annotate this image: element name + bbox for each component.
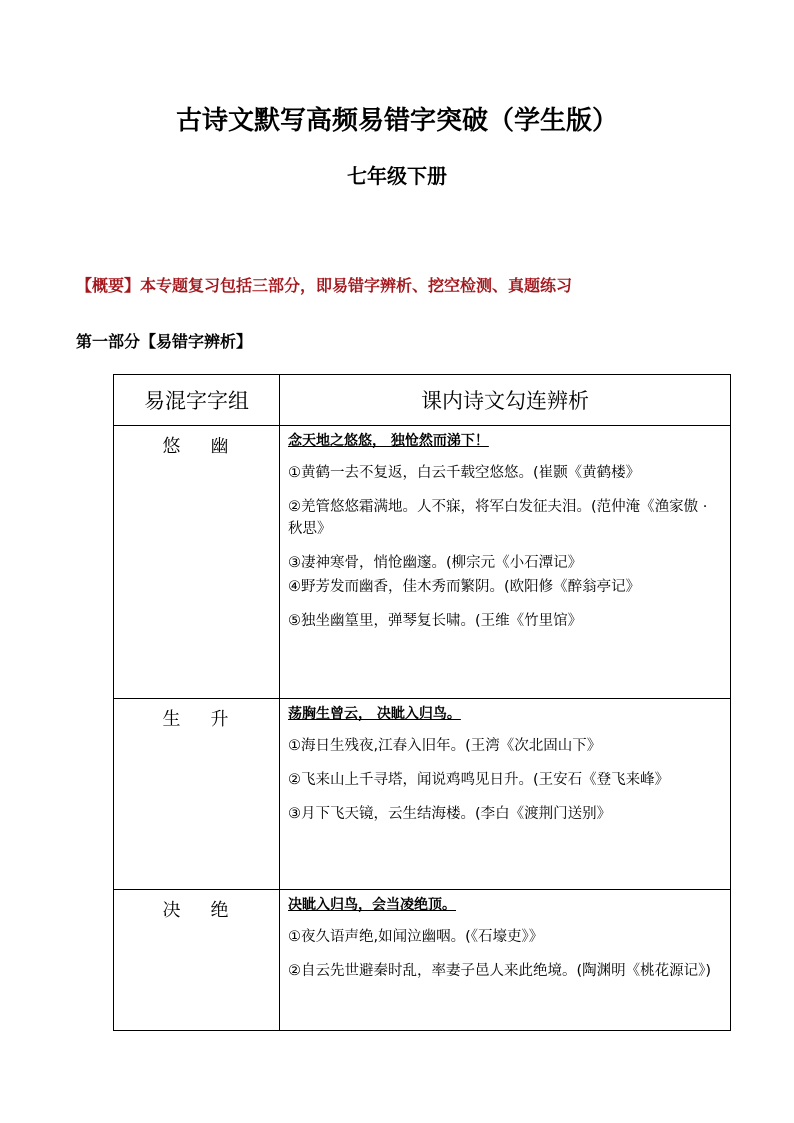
char-group-cell — [114, 699, 280, 890]
char-group-cell — [114, 890, 280, 1031]
summary-text: 【概要】本专题复习包括三部分，即易错字辨析、挖空检测、真题练习 — [76, 276, 573, 295]
example-line: ②羌管悠悠霜满地。人不寐，将军白发征夫泪。(范仲淹《渔家傲 · 秋思》 — [288, 499, 708, 537]
part-heading: 第一部分【易错字辨析】 — [76, 332, 253, 351]
char-group-cell — [114, 426, 280, 699]
example-line: ④野芳发而幽香，佳木秀而繁阴。(欧阳修《醉翁亭记》 — [288, 579, 641, 595]
table-header-row — [114, 375, 731, 426]
analysis-cell — [280, 890, 731, 1031]
char-b: 绝 — [210, 900, 231, 921]
table-row — [114, 890, 731, 1031]
char-a: 决 — [162, 900, 183, 921]
example-line: ②飞来山上千寻塔，闻说鸡鸣见日升。(王安石《登飞来峰》 — [288, 772, 670, 788]
example-line: ①黄鹤一去不复返，白云千载空悠悠。(崔颢《黄鹤楼》 — [288, 465, 641, 481]
example-line: ⑤独坐幽篁里，弹琴复长啸。(王维《竹里馆》 — [288, 613, 583, 629]
page-subtitle: 七年级下册 — [347, 164, 447, 188]
table-row — [114, 699, 731, 890]
key-line: 念天地之悠悠， 独怆然而涕下！ — [288, 433, 489, 449]
table-row — [114, 426, 731, 699]
analysis-table — [113, 374, 731, 1031]
example-line: ①夜久语声绝,如闻泣幽咽。(《石壕吏》》 — [288, 929, 544, 945]
page-title: 古诗文默写高频易错字突破（学生版） — [175, 106, 618, 136]
key-line: 荡胸生曾云， 决眦入归鸟。 — [288, 706, 461, 722]
analysis-cell — [280, 426, 731, 699]
example-line: ②自云先世避秦时乱，率妻子邑人来此绝境。(陶渊明《桃花源记》) — [288, 963, 712, 979]
example-line: ①海日生残夜,江春入旧年。(王湾《次北固山下》 — [288, 738, 602, 754]
example-line: ③月下飞天镜，云生结海楼。(李白《渡荆门送别》 — [288, 806, 612, 822]
column-header-groups: 易混字字组 — [114, 375, 280, 426]
char-a: 生 — [162, 709, 183, 730]
analysis-cell — [280, 699, 731, 890]
char-a: 悠 — [162, 436, 183, 457]
column-header-analysis: 课内诗文勾连辨析 — [280, 375, 731, 426]
example-line: ③凄神寒骨，悄怆幽邃。(柳宗元《小石潭记》 — [288, 555, 583, 571]
key-line: 决眦入归鸟，会当凌绝顶。 — [288, 897, 456, 913]
char-b: 升 — [210, 709, 231, 730]
char-b: 幽 — [210, 436, 231, 457]
